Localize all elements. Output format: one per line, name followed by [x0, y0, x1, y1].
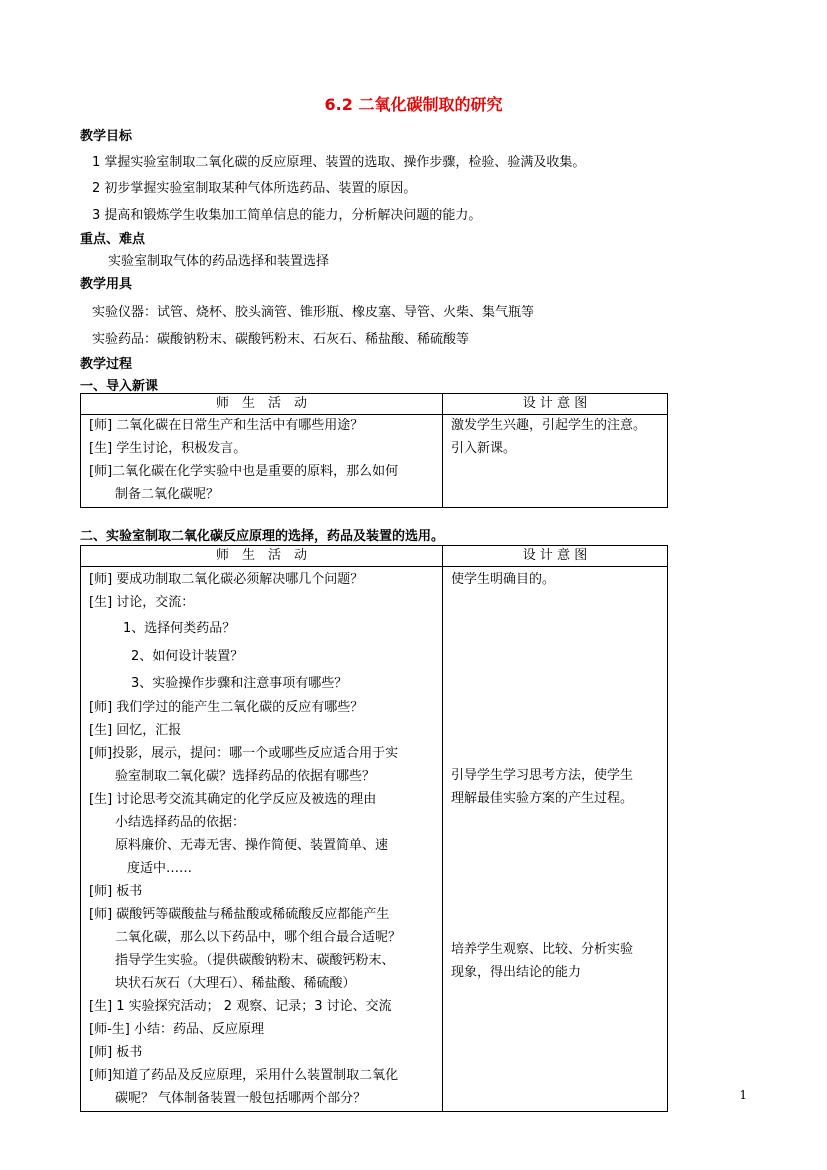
keypoints-heading: 重点、难点: [80, 232, 146, 247]
activity-line: 验室制取二氧化碳？选择药品的依据有哪些？: [115, 769, 376, 784]
activity-line: [师] 要成功制取二氧化碳必须解决哪几个问题？: [89, 572, 364, 587]
intent-line: 激发学生兴趣，引起学生的注意。: [451, 418, 647, 433]
activity-line: 原料廉价、无毒无害、操作简便、装置简单、速: [115, 838, 389, 853]
activity-line: 2、如何设计装置？: [131, 649, 244, 664]
activity-line: 制备二氧化碳呢？: [115, 487, 220, 502]
section2-heading: 二、实验室制取二氧化碳反应原理的选择，药品及装置的选用。: [80, 529, 445, 544]
activity-line: [师]知道了药品及反应原理，采用什么装置制取二氧化: [89, 1068, 399, 1083]
activity-line: [师-生] 小结：药品、反应原理: [89, 1022, 264, 1037]
activity-line: [师] 我们学过的能产生二氧化碳的反应有哪些？: [89, 700, 364, 715]
intent-line: 使学生明确目的。: [451, 572, 556, 587]
activity-line: 块状石灰石（大理石）、稀盐酸、稀硫酸）: [115, 976, 356, 991]
activity-line: [生] 回忆，汇报: [89, 723, 182, 738]
activity-line: 度适中……: [127, 861, 193, 876]
activity-column-header: 师 生 活 动: [81, 546, 443, 567]
page-title: 6.2 二氧化碳制取的研究: [324, 95, 503, 114]
activity-line: [师]投影，展示，提问：哪一个或哪些反应适合用于实: [89, 746, 399, 761]
page-number: 1: [739, 1088, 747, 1102]
activity-line: 碳呢？ 气体制备装置一般包括哪两个部分？: [115, 1091, 367, 1106]
activity-line: [师] 碳酸钙等碳酸盐与稀盐酸或稀硫酸反应都能产生: [89, 907, 390, 922]
process-heading: 教学过程: [80, 357, 133, 372]
intent-column-header: 设 计 意 图: [443, 394, 668, 415]
reagents-text: 实验药品：碳酸钠粉末、碳酸钙粉末、石灰石、稀盐酸、稀硫酸等: [92, 332, 470, 347]
activity-line: [师]二氧化碳在化学实验中也是重要的原料，那么如何: [89, 464, 399, 479]
intent-line: 引入新课。: [451, 441, 517, 456]
intent-cell: [443, 415, 668, 508]
activity-line: [生] 学生讨论，积极发言。: [89, 441, 247, 456]
activity-line: [生] 讨论思考交流其确定的化学反应及被选的理由: [89, 792, 377, 807]
objective-item: 3 提高和锻炼学生收集加工简单信息的能力，分析解决问题的能力。: [92, 208, 482, 223]
intent-column-header: 设 计 意 图: [443, 546, 668, 567]
section2-table: [80, 545, 668, 1112]
activity-line: 3、实验操作步骤和注意事项有哪些？: [131, 676, 348, 691]
objective-item: 1 掌握实验室制取二氧化碳的反应原理、装置的选取、操作步骤，检验、验满及收集。: [92, 155, 586, 170]
activity-column-header: 师 生 活 动: [81, 394, 443, 415]
keypoints-text: 实验室制取气体的药品选择和装置选择: [108, 254, 330, 269]
intent-line: 理解最佳实验方案的产生过程。: [451, 791, 634, 806]
intent-line: 培养学生观察、比较、分析实验: [451, 942, 634, 957]
activity-cell: [81, 415, 443, 508]
activity-line: [师] 二氧化碳在日常生产和生活中有哪些用途？: [89, 418, 364, 433]
activity-line: 1、选择何类药品？: [123, 621, 236, 636]
activity-line: [生] 讨论，交流：: [89, 595, 195, 610]
objectives-heading: 教学目标: [80, 129, 133, 144]
intent-cell: [443, 567, 668, 1112]
section1-table: [80, 393, 668, 508]
objective-item: 2 初步掌握实验室制取某种气体所选药品、装置的原因。: [92, 181, 417, 196]
section1-heading: 一、导入新课: [80, 379, 159, 394]
instruments-text: 实验仪器：试管、烧杯、胶头滴管、锥形瓶、橡皮塞、导管、火柴、集气瓶等: [92, 305, 535, 320]
intent-line: 现象，得出结论的能力: [451, 965, 582, 980]
activity-line: [师] 板书: [89, 884, 143, 899]
materials-heading: 教学用具: [80, 277, 133, 292]
activity-line: 指导学生实验。（提供碳酸钠粉末、碳酸钙粉末、: [115, 953, 395, 968]
activity-line: 二氧化碳，那么以下药品中，哪个组合最合适呢？: [115, 930, 402, 945]
intent-line: 引导学生学习思考方法，使学生: [451, 768, 634, 783]
activity-line: [生] 1 实验探究活动； 2 观察、记录；3 讨论、交流: [89, 999, 392, 1014]
activity-line: [师] 板书: [89, 1045, 143, 1060]
activity-cell: [81, 567, 443, 1112]
activity-line: 小结选择药品的依据：: [115, 815, 246, 830]
